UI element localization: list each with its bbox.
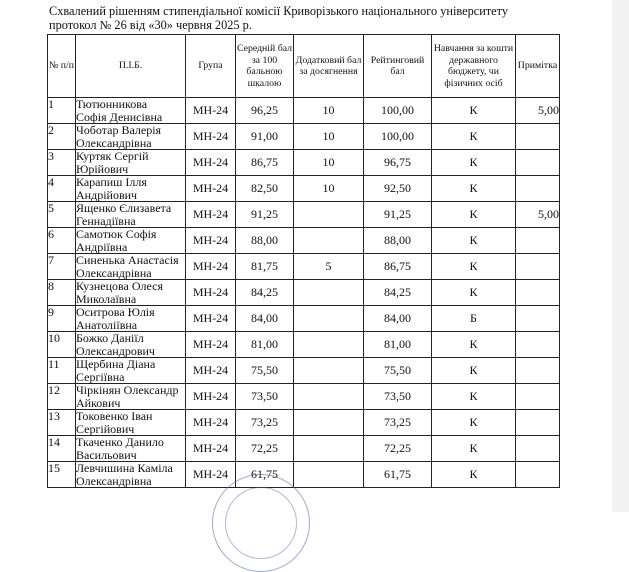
cell-num: 12 — [48, 384, 76, 410]
cell-group: МН-24 — [186, 384, 236, 410]
cell-name-line-2: Васильович — [76, 447, 137, 462]
cell-name — [76, 150, 186, 176]
cell-avg: 84,25 — [236, 280, 294, 306]
cell-bonus — [294, 462, 364, 488]
cell-avg: 91,00 — [236, 124, 294, 150]
cell-note — [516, 358, 560, 384]
cell-name — [76, 332, 186, 358]
cell-bonus: 10 — [294, 176, 364, 202]
cell-name-line-1: Синенька Анастасія — [76, 253, 179, 267]
cell-funding: К — [432, 176, 516, 202]
cell-name-line-2: Сергіївна — [76, 369, 125, 384]
cell-name-line-1: Чоботар Валерія — [76, 123, 162, 137]
cell-bonus — [294, 410, 364, 436]
cell-num: 5 — [48, 202, 76, 228]
cell-rating: 96,75 — [364, 150, 432, 176]
cell-note — [516, 176, 560, 202]
cell-rating: 81,00 — [364, 332, 432, 358]
cell-rating: 75,50 — [364, 358, 432, 384]
col-header-num: № п/п — [48, 35, 76, 98]
cell-num: 3 — [48, 150, 76, 176]
heading-line-2: протокол № 26 від «30» червня 2025 р. — [49, 18, 252, 32]
cell-note: 5,00 — [516, 98, 560, 124]
scrollbar-track[interactable] — [612, 0, 629, 512]
cell-group: МН-24 — [186, 436, 236, 462]
col-header-name: П.І.Б. — [76, 35, 186, 98]
cell-name-line-1: Щербина Діана — [76, 357, 156, 371]
cell-name-line-2: Миколаївна — [76, 291, 137, 306]
cell-num: 4 — [48, 176, 76, 202]
cell-group: МН-24 — [186, 280, 236, 306]
cell-name — [76, 384, 186, 410]
col-header-rating: Рейтинговий бал — [364, 35, 432, 98]
cell-avg: 81,00 — [236, 332, 294, 358]
cell-num: 9 — [48, 306, 76, 332]
cell-note — [516, 436, 560, 462]
cell-group: МН-24 — [186, 150, 236, 176]
cell-avg: 96,25 — [236, 98, 294, 124]
cell-num: 14 — [48, 436, 76, 462]
cell-name-line-1: Ткаченко Данило — [76, 435, 164, 449]
table-header-row — [48, 35, 560, 98]
cell-name — [76, 202, 186, 228]
cell-funding: К — [432, 462, 516, 488]
cell-bonus — [294, 280, 364, 306]
cell-bonus — [294, 358, 364, 384]
cell-name-line-2: Софія Денисівна — [76, 109, 163, 124]
cell-name — [76, 124, 186, 150]
cell-name-line-1: Кузнецова Олеся — [76, 279, 163, 293]
cell-rating: 86,75 — [364, 254, 432, 280]
cell-name-line-1: Чіркінян Олександр — [76, 383, 179, 397]
cell-funding: Б — [432, 306, 516, 332]
cell-bonus — [294, 332, 364, 358]
cell-name-line-2: Андрійович — [76, 187, 138, 202]
cell-num: 2 — [48, 124, 76, 150]
col-header-avg: Середній бал за 100 бальною шкалою — [236, 35, 294, 98]
cell-avg: 84,00 — [236, 306, 294, 332]
cell-name-line-1: Самотюк Софія — [76, 227, 157, 241]
table-row — [48, 176, 560, 202]
cell-rating: 92,50 — [364, 176, 432, 202]
cell-group: МН-24 — [186, 124, 236, 150]
cell-name — [76, 436, 186, 462]
cell-avg: 73,50 — [236, 384, 294, 410]
official-stamp — [212, 474, 310, 572]
cell-name — [76, 254, 186, 280]
cell-note — [516, 228, 560, 254]
cell-bonus: 10 — [294, 150, 364, 176]
table-row — [48, 228, 560, 254]
cell-num: 10 — [48, 332, 76, 358]
cell-funding: К — [432, 254, 516, 280]
cell-note — [516, 332, 560, 358]
cell-avg: 82,50 — [236, 176, 294, 202]
cell-funding: К — [432, 384, 516, 410]
cell-note — [516, 254, 560, 280]
cell-num: 8 — [48, 280, 76, 306]
cell-rating: 84,25 — [364, 280, 432, 306]
cell-bonus: 5 — [294, 254, 364, 280]
cell-name-line-2: Айкович — [76, 395, 121, 410]
table-row — [48, 306, 560, 332]
cell-note — [516, 280, 560, 306]
cell-name — [76, 358, 186, 384]
cell-name-line-1: Куртяк Сергій — [76, 149, 149, 163]
cell-bonus: 10 — [294, 124, 364, 150]
cell-rating: 72,25 — [364, 436, 432, 462]
cell-name-line-1: Тютюнникова — [76, 97, 148, 111]
cell-name — [76, 176, 186, 202]
cell-group: МН-24 — [186, 202, 236, 228]
cell-name-line-2: Олександрівна — [76, 265, 152, 280]
table-row — [48, 202, 560, 228]
cell-group: МН-24 — [186, 410, 236, 436]
cell-funding: К — [432, 436, 516, 462]
col-header-group: Група — [186, 35, 236, 98]
cell-avg: 73,25 — [236, 410, 294, 436]
cell-num: 15 — [48, 462, 76, 488]
cell-bonus — [294, 306, 364, 332]
cell-num: 7 — [48, 254, 76, 280]
cell-rating: 100,00 — [364, 98, 432, 124]
cell-avg: 75,50 — [236, 358, 294, 384]
cell-num: 13 — [48, 410, 76, 436]
cell-name-line-1: Карапиш Ілля — [76, 175, 147, 189]
cell-funding: К — [432, 358, 516, 384]
cell-group: МН-24 — [186, 176, 236, 202]
cell-num: 6 — [48, 228, 76, 254]
cell-note — [516, 462, 560, 488]
table-row — [48, 332, 560, 358]
table-row — [48, 150, 560, 176]
cell-note — [516, 150, 560, 176]
cell-name — [76, 306, 186, 332]
cell-note: 5,00 — [516, 202, 560, 228]
cell-bonus — [294, 436, 364, 462]
table-row — [48, 98, 560, 124]
table-row — [48, 124, 560, 150]
col-header-funding: Навчання за кошти державного бюджету, чи фізичних осіб — [432, 35, 516, 98]
cell-note — [516, 384, 560, 410]
cell-name-line-2: Геннадіївна — [76, 213, 136, 228]
cell-name — [76, 462, 186, 488]
cell-funding: К — [432, 150, 516, 176]
cell-funding: К — [432, 280, 516, 306]
cell-rating: 73,50 — [364, 384, 432, 410]
cell-rating: 91,25 — [364, 202, 432, 228]
cell-name-line-2: Юрійович — [76, 161, 129, 176]
cell-note — [516, 124, 560, 150]
cell-num: 1 — [48, 98, 76, 124]
table-row — [48, 384, 560, 410]
cell-group: МН-24 — [186, 254, 236, 280]
stamp-inner-ring — [225, 487, 297, 559]
cell-bonus — [294, 384, 364, 410]
cell-group: МН-24 — [186, 306, 236, 332]
cell-group: МН-24 — [186, 228, 236, 254]
cell-name-line-2: Сергійович — [76, 421, 135, 436]
cell-bonus — [294, 202, 364, 228]
rating-table — [47, 34, 560, 488]
cell-avg: 61,75 — [236, 462, 294, 488]
cell-name-line-2: Олександрівна — [76, 135, 152, 150]
table-row — [48, 280, 560, 306]
cell-name-line-1: Токовенко Іван — [76, 409, 153, 423]
table-row — [48, 410, 560, 436]
table-row — [48, 436, 560, 462]
cell-name-line-1: Божко Даніїл — [76, 331, 144, 345]
cell-note — [516, 410, 560, 436]
cell-rating: 73,25 — [364, 410, 432, 436]
cell-rating: 84,00 — [364, 306, 432, 332]
cell-avg: 72,25 — [236, 436, 294, 462]
cell-avg: 86,75 — [236, 150, 294, 176]
cell-name-line-1: Ященко Єлизавета — [76, 201, 172, 215]
cell-name-line-1: Левчишина Каміла — [76, 461, 173, 475]
col-header-bonus: Додатковий бал за досягнення — [294, 35, 364, 98]
cell-name-line-2: Олександрович — [76, 343, 155, 358]
cell-funding: К — [432, 124, 516, 150]
cell-group: МН-24 — [186, 462, 236, 488]
cell-name-line-2: Олександрівна — [76, 473, 152, 488]
cell-avg: 91,25 — [236, 202, 294, 228]
cell-name-line-2: Андріївна — [76, 239, 128, 254]
cell-group: МН-24 — [186, 332, 236, 358]
cell-group: МН-24 — [186, 358, 236, 384]
cell-funding: К — [432, 98, 516, 124]
cell-funding: К — [432, 332, 516, 358]
table-row — [48, 462, 560, 488]
cell-bonus: 10 — [294, 98, 364, 124]
table-row — [48, 254, 560, 280]
cell-note — [516, 306, 560, 332]
cell-funding: К — [432, 228, 516, 254]
cell-name-line-1: Оситрова Юлія — [76, 305, 155, 319]
cell-name — [76, 98, 186, 124]
cell-num: 11 — [48, 358, 76, 384]
cell-bonus — [294, 228, 364, 254]
cell-rating: 61,75 — [364, 462, 432, 488]
document-heading — [49, 4, 508, 32]
cell-funding: К — [432, 410, 516, 436]
cell-avg: 88,00 — [236, 228, 294, 254]
table-row — [48, 358, 560, 384]
cell-name — [76, 410, 186, 436]
col-header-note: Примітка — [516, 35, 560, 98]
cell-rating: 88,00 — [364, 228, 432, 254]
cell-name — [76, 280, 186, 306]
cell-rating: 100,00 — [364, 124, 432, 150]
cell-avg: 81,75 — [236, 254, 294, 280]
cell-group: МН-24 — [186, 98, 236, 124]
cell-name-line-2: Анатоліївна — [76, 317, 138, 332]
heading-line-1: Схвалений рішенням стипендіальної комісії Криворізького національного університету — [49, 4, 508, 18]
cell-name — [76, 228, 186, 254]
cell-funding: К — [432, 202, 516, 228]
